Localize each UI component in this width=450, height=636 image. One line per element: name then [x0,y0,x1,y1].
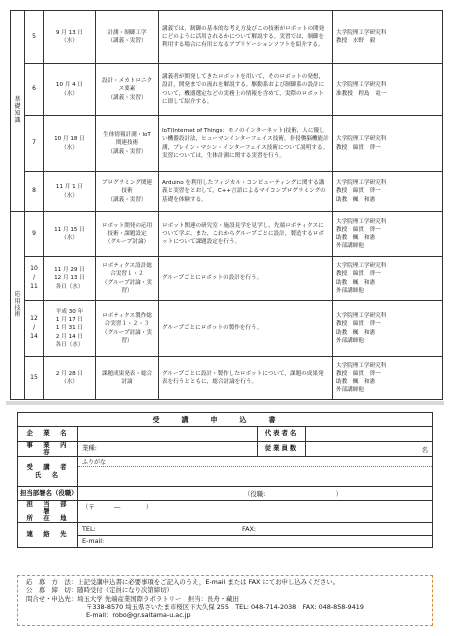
schedule-table [10,10,443,400]
session-date: 10 月 18 日 （水） [44,116,96,172]
application-form [17,412,433,548]
session-instructor: 大学院理工学研究科 教授 綿貫 啓一 助教 楓 和憲 外部講師他 [333,357,443,400]
session-title: ロボティクス製作総 合実習１・２・３ （グループ討論・実習） [96,301,159,357]
dept-field[interactable]: （役職: ） [243,490,342,498]
company-field[interactable] [78,427,258,441]
table-row [11,11,443,64]
session-title: 設計・メカトロニク ス要素 （講義・実習） [96,64,159,116]
session-instructor: 大学院理工学研究科 教授 綿貫 啓一 助教 楓 和憲 外部講師他 [333,257,443,301]
fax-field[interactable]: FAX: [242,524,256,533]
name-field[interactable] [78,457,432,486]
category-cell [11,212,25,400]
session-title: 課題成果発表・総合 討論 [96,357,159,400]
session-no: 8 [25,172,44,212]
business-field[interactable] [78,442,258,456]
session-date: 11 月 1 日 （水） [44,172,96,212]
session-date: 9 月 13 日 （水） [44,11,96,64]
session-no: 6 [25,64,44,116]
session-no: 5 [25,11,44,64]
contact-email[interactable]: E-mail：robo@gr.saitama-u.ac.jp [86,611,191,620]
business-row [18,442,432,457]
rep-label: 代表者名 [258,427,306,441]
industry-prefix: 業種: [82,444,97,452]
session-date: 10 月 4 日 （水） [44,64,96,116]
form-title: 受講申込書 [18,413,432,427]
table-row [11,357,443,400]
business-label: 事 業 内 容 [18,442,78,456]
tel-fax-row [78,523,432,536]
session-desc: グループごとにロボットの製作を行う。 [159,301,333,357]
inquiry-contact: 問合せ・申込先：埼玉大学 先端産業国際ラボラトリー 担当：長舟・藏田 [26,594,239,603]
employees-label: 従業員数 [258,442,306,456]
category-cell [11,11,25,212]
session-no: 9 [25,212,44,257]
session-no: 7 [25,116,44,172]
apply-method: 応 募 方 法：上記受講申込書に必要事項をご記入のうえ，E-mail または FAX にてお申し込みください。 [26,578,340,586]
rep-field[interactable] [306,427,432,441]
contact-row [18,523,432,547]
address-field[interactable]: （〒 ― ） [82,503,153,511]
dept-label: 担当部署名（役職） [18,487,78,500]
session-no: 10 / 11 [25,257,44,301]
session-desc: グループごとにロボットの設計を行う。 [159,257,333,301]
email-field[interactable]: E-mail: [82,537,105,546]
category-label: 基 礎 知 識 [14,96,21,124]
session-title: ロボット開発の応用 技術・課題設定 （グループ討論） [96,212,159,257]
session-title: プログラミング関連 技術 （講義・実習） [96,172,159,212]
session-date: 平成 30 年 1 月 17 日 1 月 31 日 2 月 14 日 各日（水） [44,301,96,357]
table-row [11,64,443,116]
name-label: 受 講 者 氏 名 [18,457,78,486]
address-label: 担 当 部 署 所 在 地 [18,501,78,522]
table-row [11,301,443,357]
employees-unit: 名 [421,445,428,454]
table-row [11,212,443,257]
session-desc: Arduino を利用したフィジカル・コンピューティングに関する講義と実習をとおして，C++言語によるマイコンプログラミングの基礎を体験する。 [159,172,333,212]
session-instructor: 大学院理工学研究科 教授 綿貫 啓一 助教 楓 和憲 [333,172,443,212]
session-instructor: 大学院理工学研究科 教授 綿貫 啓一 助教 楓 和憲 外部講師他 [333,212,443,257]
session-instructor: 大学院理工学研究科 教授 水野 毅 [333,11,443,64]
tel-field[interactable]: TEL: [82,524,96,533]
company-label: 企 業 名 [18,427,78,441]
session-date: 11 月 29 日 12 月 13 日 各日（水） [44,257,96,301]
contact-label: 連 絡 先 [18,523,78,547]
session-instructor: 大学院理工学研究科 教授 綿貫 啓一 助教 楓 和憲 外部講師他 [333,301,443,357]
employees-field[interactable] [306,442,432,456]
session-instructor: 大学院理工学研究科 教授 綿貫 啓一 [333,116,443,172]
session-no: 15 [25,357,44,400]
session-no: 12 / 14 [25,301,44,357]
furigana-label: ふりがな [78,457,432,467]
session-desc: 講義者が開発してきたロボットを用いて，そのロボットの発想，設計，開発までの流れを解説する。駆動系および制御系の設計について，機器選定などの実務上の情報を含めて，実際のロボットに即して紹介する。 [159,64,333,116]
session-desc: 講義では，制御の基本的な考え方及びこの技術がロボットの開発にどのように活用されるかについて解説する。実習では，制御を利用する場合に有用となるアプリケーションソフトを紹介する。 [159,11,333,64]
table-row [11,172,443,212]
section-divider [6,401,444,405]
session-title: 計測・制御工学 （講義・実習） [96,11,159,64]
address-phone: 〒338-8570 埼玉県さいたま市桜区下大久保 255 TEL: 048-714-2038 FAX: 048-858-9419 [86,602,364,611]
address-row [18,501,432,523]
name-value [78,467,432,486]
name-row [18,457,432,487]
session-title: ロボティクス設計総 合実習１・２ （グループ討論・実習） [96,257,159,301]
company-row [18,427,432,442]
session-date: 2 月 28 日 （水） [44,357,96,400]
session-title: 生体情報計測・IoT 関連技術 （講義・実習） [96,116,159,172]
table-row [11,116,443,172]
session-desc: IoT(Internet of Things：モノのインターネット)技術，人に優しい機器設計法，ヒューマンインターフェイス技術，非侵襲脳機能計測，ブレイン・マシン・インターフェイス技術について説明する。実習については，生体計測に関する実習を行う。 [159,116,333,172]
table-row [11,257,443,301]
dept-row [18,487,432,501]
session-instructor: 大学院理工学研究科 准教授 程島 竜一 [333,64,443,116]
session-date: 11 月 15 日 （水） [44,212,96,257]
deadline: 公 募 締 切：随時受付（定員になり次第締切） [26,586,173,595]
application-info-box [17,575,433,626]
category-label: 応 用 技 術 [14,290,21,319]
session-desc: ロボット関連の研究室・施設見学を見学し，先端ロボティクスについて学ぶ。また，これからグループごとに設計，製造するロボットについて課題設定を行う。 [159,212,333,257]
contact-field [78,523,432,547]
session-desc: グループごとに設計・製作したロボットについて，課題の成果発表を行うとともに，総合討論を行う。 [159,357,333,400]
